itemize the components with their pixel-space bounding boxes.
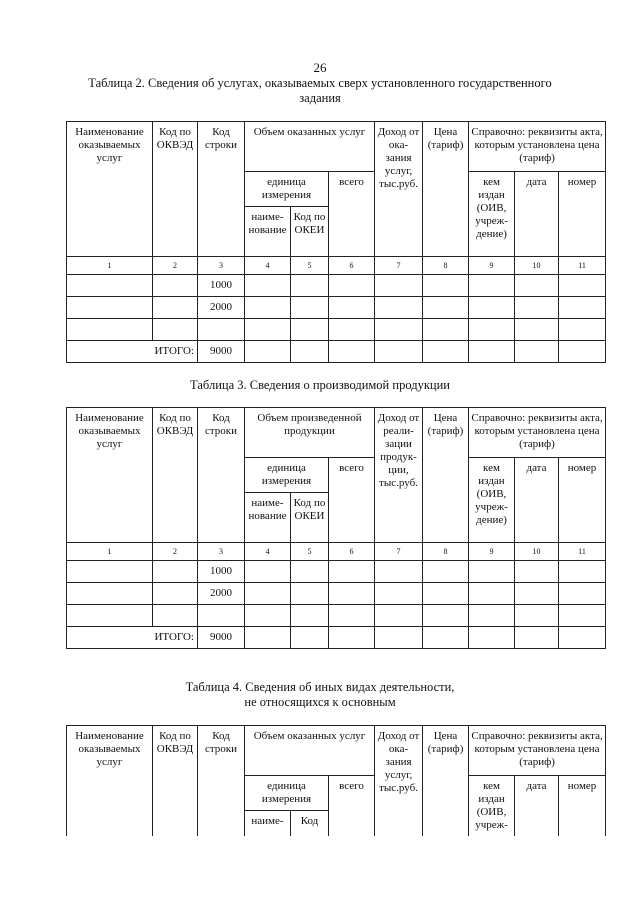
column-number: 1 <box>67 257 153 275</box>
header-reference: Справочно: реквизиты акта, которым установлена цена (тариф) <box>469 408 606 458</box>
cell <box>375 341 423 363</box>
column-number: 9 <box>469 257 515 275</box>
cell <box>559 627 606 649</box>
cell <box>423 561 469 583</box>
header-issued-by: кем издан (ОИВ, учреж- <box>469 776 515 836</box>
table-row <box>67 275 606 297</box>
cell <box>245 341 291 363</box>
table-2-caption <box>60 76 580 106</box>
cell <box>515 583 559 605</box>
table-4 <box>66 725 606 836</box>
caption-line: Таблица 2. Сведения об услугах, оказываемых сверх установленного государственного <box>88 76 552 90</box>
header-unit: единица измерения <box>245 776 329 811</box>
cell <box>291 297 329 319</box>
column-number: 7 <box>375 543 423 561</box>
cell <box>245 627 291 649</box>
header-service-name: Наименование оказываемых услуг <box>67 408 153 543</box>
cell <box>67 561 153 583</box>
table-row <box>67 561 606 583</box>
header-number: номер <box>559 776 606 836</box>
table-row <box>67 319 606 341</box>
cell <box>67 583 153 605</box>
column-number: 8 <box>423 257 469 275</box>
header-okved-code: Код по ОКВЭД <box>153 408 198 543</box>
header-unit: единица измерения <box>245 458 329 493</box>
header-total: всего <box>329 776 375 836</box>
cell <box>291 561 329 583</box>
cell <box>423 605 469 627</box>
column-number: 7 <box>375 257 423 275</box>
cell <box>153 297 198 319</box>
line-code-cell: 1000 <box>198 561 245 583</box>
cell <box>375 319 423 341</box>
cell <box>245 605 291 627</box>
header-issued-by: кем издан (ОИВ, учреж-дение) <box>469 458 515 543</box>
header-date: дата <box>515 776 559 836</box>
cell <box>559 561 606 583</box>
cell <box>375 583 423 605</box>
header-number: номер <box>559 172 606 257</box>
header-reference: Справочно: реквизиты акта, которым установлена цена (тариф) <box>469 122 606 172</box>
cell <box>515 605 559 627</box>
cell <box>423 275 469 297</box>
header-okved-code: Код по ОКВЭД <box>153 122 198 257</box>
cell <box>469 627 515 649</box>
header-total: всего <box>329 458 375 543</box>
cell <box>375 275 423 297</box>
column-number: 1 <box>67 543 153 561</box>
header-income: Доход от ока-зания услуг, тыс.руб. <box>375 726 423 836</box>
column-number: 4 <box>245 257 291 275</box>
header-okved-code: Код по ОКВЭД <box>153 726 198 836</box>
header-income: Доход от реали-зации продук-ции, тыс.руб. <box>375 408 423 543</box>
header-service-name: Наименование оказываемых услуг <box>67 122 153 257</box>
cell <box>329 605 375 627</box>
cell <box>515 319 559 341</box>
cell <box>245 561 291 583</box>
header-unit: единица измерения <box>245 172 329 207</box>
header-total: всего <box>329 172 375 257</box>
column-number: 9 <box>469 543 515 561</box>
cell <box>559 341 606 363</box>
cell <box>559 297 606 319</box>
header-date: дата <box>515 172 559 257</box>
cell <box>329 297 375 319</box>
cell <box>329 319 375 341</box>
header-line-code: Код строки <box>198 726 245 836</box>
cell <box>153 319 198 341</box>
cell <box>559 583 606 605</box>
cell <box>245 297 291 319</box>
header-issued-by: кем издан (ОИВ, учреж-дение) <box>469 172 515 257</box>
caption-line: не относящихся к основным <box>244 695 396 709</box>
cell <box>329 583 375 605</box>
column-number-row <box>67 543 606 561</box>
line-code-cell <box>198 605 245 627</box>
cell <box>559 275 606 297</box>
cell <box>469 583 515 605</box>
header-unit-name: наиме-нование <box>245 207 291 257</box>
line-code-cell: 2000 <box>198 583 245 605</box>
cell <box>67 605 153 627</box>
cell <box>559 605 606 627</box>
cell <box>423 297 469 319</box>
column-number: 5 <box>291 543 329 561</box>
cell <box>375 561 423 583</box>
total-code-cell: 9000 <box>198 341 245 363</box>
line-code-cell: 2000 <box>198 297 245 319</box>
header-volume: Объем оказанных услуг <box>245 726 375 776</box>
cell <box>423 341 469 363</box>
cell <box>469 341 515 363</box>
column-number: 2 <box>153 543 198 561</box>
cell <box>329 561 375 583</box>
cell <box>67 319 153 341</box>
header-income: Доход от ока-зания услуг, тыс.руб. <box>375 122 423 257</box>
column-number: 5 <box>291 257 329 275</box>
cell <box>469 605 515 627</box>
table-2 <box>66 121 606 363</box>
column-number: 11 <box>559 257 606 275</box>
cell <box>469 319 515 341</box>
total-row <box>67 627 606 649</box>
cell <box>559 319 606 341</box>
table-row <box>67 297 606 319</box>
column-number: 4 <box>245 543 291 561</box>
column-number-row <box>67 257 606 275</box>
cell <box>515 275 559 297</box>
cell <box>291 627 329 649</box>
table-4-caption <box>60 680 580 710</box>
cell <box>423 319 469 341</box>
column-number: 11 <box>559 543 606 561</box>
cell <box>67 297 153 319</box>
header-date: дата <box>515 458 559 543</box>
cell <box>375 605 423 627</box>
caption-line: Таблица 3. Сведения о производимой продукции <box>190 378 450 392</box>
cell <box>375 627 423 649</box>
column-number: 6 <box>329 543 375 561</box>
header-price: Цена (тариф) <box>423 408 469 543</box>
table-row <box>67 583 606 605</box>
cell <box>153 583 198 605</box>
cell <box>515 341 559 363</box>
cell <box>153 275 198 297</box>
total-label: ИТОГО: <box>67 627 198 649</box>
header-price: Цена (тариф) <box>423 726 469 836</box>
header-okei-code: Код по ОКЕИ <box>291 207 329 257</box>
table-3 <box>66 407 606 649</box>
cell <box>153 561 198 583</box>
cell <box>245 583 291 605</box>
cell <box>245 275 291 297</box>
total-code-cell: 9000 <box>198 627 245 649</box>
header-line-code: Код строки <box>198 408 245 543</box>
column-number: 3 <box>198 543 245 561</box>
cell <box>469 275 515 297</box>
cell <box>469 297 515 319</box>
total-label: ИТОГО: <box>67 341 198 363</box>
cell <box>469 561 515 583</box>
total-row <box>67 341 606 363</box>
cell <box>291 605 329 627</box>
header-service-name: Наименование оказываемых услуг <box>67 726 153 836</box>
cell <box>515 627 559 649</box>
cell <box>423 627 469 649</box>
cell <box>329 341 375 363</box>
table-3-caption <box>60 378 580 393</box>
header-reference: Справочно: реквизиты акта, которым установлена цена (тариф) <box>469 726 606 776</box>
cell <box>291 341 329 363</box>
cell <box>515 297 559 319</box>
column-number: 3 <box>198 257 245 275</box>
column-number: 10 <box>515 543 559 561</box>
line-code-cell <box>198 319 245 341</box>
header-unit-name: наиме- <box>245 811 291 836</box>
cell <box>153 605 198 627</box>
cell <box>291 275 329 297</box>
cell <box>291 583 329 605</box>
cell <box>515 561 559 583</box>
column-number: 2 <box>153 257 198 275</box>
column-number: 8 <box>423 543 469 561</box>
header-number: номер <box>559 458 606 543</box>
cell <box>375 297 423 319</box>
cell <box>245 319 291 341</box>
cell <box>67 275 153 297</box>
cell <box>329 275 375 297</box>
caption-line: задания <box>299 91 341 105</box>
table-row <box>67 605 606 627</box>
cell <box>291 319 329 341</box>
header-price: Цена (тариф) <box>423 122 469 257</box>
line-code-cell: 1000 <box>198 275 245 297</box>
header-okei-code: Код по ОКЕИ <box>291 493 329 543</box>
column-number: 6 <box>329 257 375 275</box>
header-line-code: Код строки <box>198 122 245 257</box>
caption-line: Таблица 4. Сведения об иных видах деятельности, <box>185 680 455 694</box>
header-volume: Объем оказанных услуг <box>245 122 375 172</box>
header-volume: Объем произведенной продукции <box>245 408 375 458</box>
header-unit-name: наиме-нование <box>245 493 291 543</box>
header-okei-code: Код <box>291 811 329 836</box>
column-number: 10 <box>515 257 559 275</box>
cell <box>329 627 375 649</box>
page-number: 26 <box>313 60 327 75</box>
cell <box>423 583 469 605</box>
